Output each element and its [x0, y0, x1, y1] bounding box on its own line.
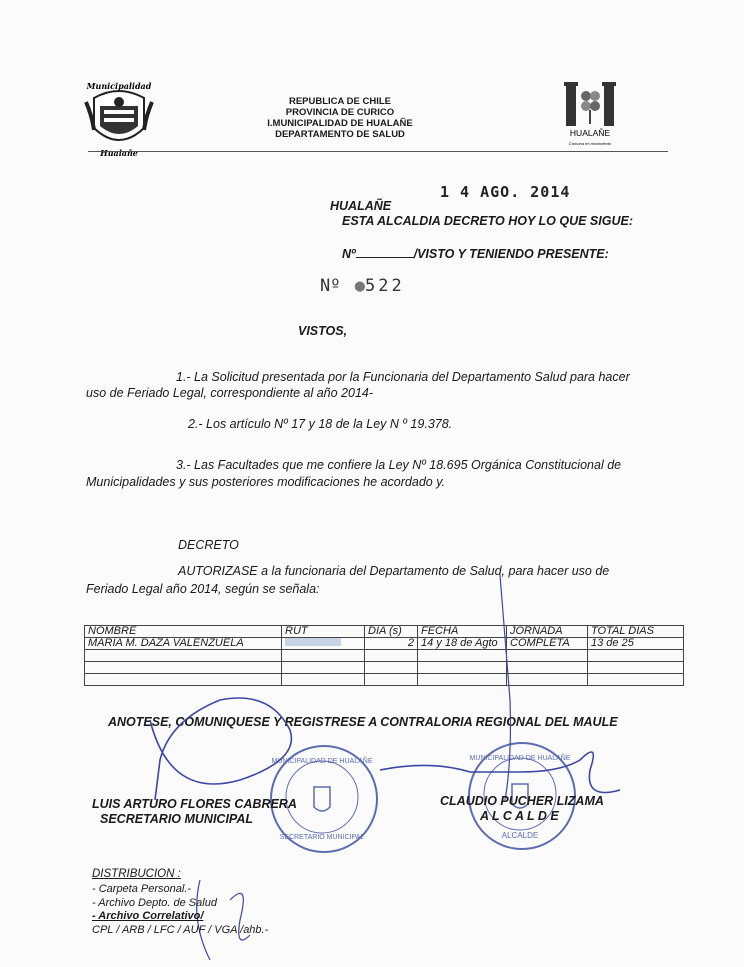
table-header: FECHA — [418, 626, 507, 638]
letterhead-line: REPUBLICA DE CHILE — [288, 96, 392, 107]
brand-tagline: Comuna en movimiento — [568, 141, 612, 146]
item-3-line-1: 3.- Las Facultades que me confiere la Ley Nº 18.695 Orgánica Constitucional de — [176, 458, 622, 472]
table-cell: COMPLETA — [507, 638, 588, 650]
list-item: - Archivo Correlativo/ — [92, 910, 204, 922]
seal-bottom-text: SECRETARIO MUNICIPAL — [279, 834, 365, 841]
item-3-line-2: Municipalidades y sus posteriores modificaciones he acordado y. — [86, 475, 445, 489]
decree-number-stamp: Nº ●522 — [320, 276, 405, 296]
number-label: Nº — [342, 247, 356, 261]
table-header: DIA (s) — [365, 626, 418, 638]
visto-label: /VISTO Y TENIENDO PRESENTE: — [413, 247, 609, 261]
table-header: RUT — [282, 626, 365, 638]
list-item: - Carpeta Personal.- — [92, 883, 192, 895]
table-cell: 2 — [365, 638, 418, 650]
table-cell: MARIA M. DAZA VALENZUELA — [85, 638, 282, 650]
seal-bottom-text: ALCALDE — [501, 831, 539, 840]
mayor-title: A L C A L D E — [480, 809, 559, 823]
item-1-line-1: 1.- La Solicitud presentada por la Funcionaria del Departamento Salud para hacer — [176, 370, 630, 384]
mayor-name: CLAUDIO PUCHER LIZAMA — [440, 794, 604, 808]
crest-bottom-text: Hualañe — [100, 148, 138, 158]
list-item: - Archivo Depto. de Salud — [92, 896, 217, 909]
letterhead-line: I.MUNICIPALIDAD DE HUALAÑE — [267, 118, 413, 129]
date-stamp: 1 4 AGO. 2014 — [440, 183, 571, 201]
number-stamp-value: 522 — [364, 276, 405, 296]
table-cell: 13 de 25 — [588, 638, 684, 650]
item-2: 2.- Los artículo Nº 17 y 18 de la Ley N º 19.378. — [188, 417, 453, 431]
decreto-heading: DECRETO — [178, 538, 239, 552]
letterhead-line: DEPARTAMENTO DE SALUD — [275, 129, 405, 140]
distribucion-title: DISTRIBUCION : — [92, 868, 181, 880]
decree-intro: ESTA ALCALDIA DECRETO HOY LO QUE SIGUE: — [342, 214, 633, 228]
seal-top-text: MUNICIPALIDAD DE HUALAÑE — [469, 755, 571, 762]
list-item: CPL / ARB / LFC / AUF / VGA /ahb.- — [92, 923, 269, 936]
letterhead-line: PROVINCIA DE CURICO — [285, 107, 395, 118]
seal-top-text: MUNICIPALIDAD DE HUALAÑE — [271, 758, 373, 765]
number-stamp-prefix: Nº — [320, 276, 341, 296]
table-header: NOMBRE — [85, 626, 282, 638]
secretary-name: LUIS ARTURO FLORES CABRERA — [92, 797, 297, 811]
table-header: JORNADA — [507, 626, 588, 638]
autoriza-line-1: AUTORIZASE a la funcionaria del Departamento de Salud, para hacer uso de — [178, 564, 610, 578]
anotese-line: ANOTESE, COMUNIQUESE Y REGISTRESE A CONTRALORIA REGIONAL DEL MAULE — [108, 715, 618, 729]
place-name: HUALAÑE — [330, 199, 392, 213]
autoriza-line-2: Feriado Legal año 2014, según se señala: — [86, 582, 320, 596]
secretary-title: SECRETARIO MUNICIPAL — [100, 812, 254, 826]
table-header: TOTAL DIAS — [588, 626, 684, 638]
table-cell: 14 y 18 de Agto — [418, 638, 507, 650]
crest-top-text: Municipalidad — [86, 81, 152, 91]
vistos-heading: VISTOS, — [298, 324, 348, 338]
distribucion-list — [92, 883, 268, 937]
item-1-line-2: uso de Feriado Legal, correspondiente al año 2014- — [86, 386, 374, 400]
brand-name: HUALAÑE — [569, 128, 611, 138]
